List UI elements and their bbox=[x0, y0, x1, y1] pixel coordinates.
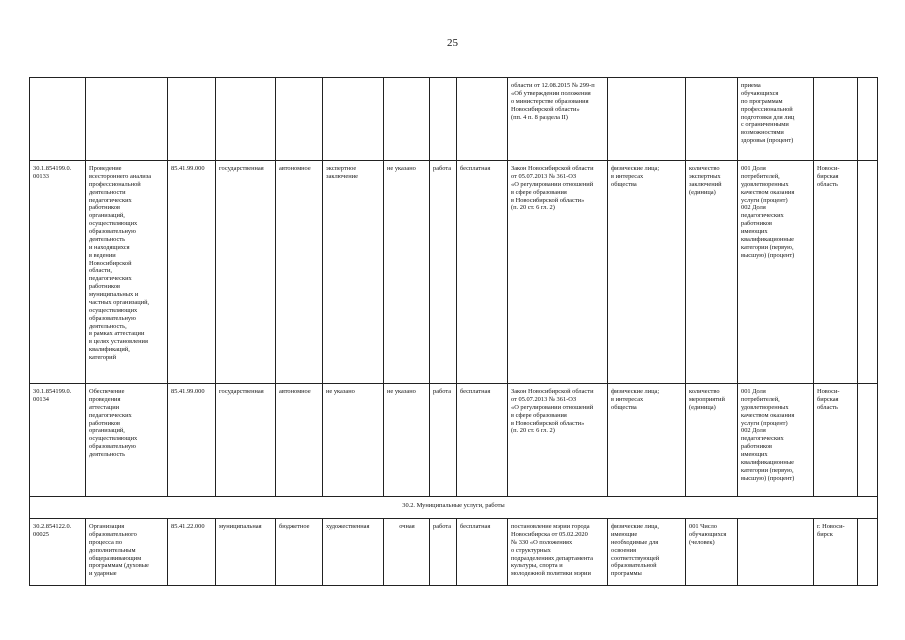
cell-ownership: государственная bbox=[216, 161, 276, 384]
cell-extra bbox=[858, 384, 878, 497]
table-row bbox=[30, 161, 878, 384]
cell-okved-code: 85.41.99.000 bbox=[168, 384, 216, 497]
cell-volume-indicator: количество мероприятий (единица) bbox=[686, 384, 738, 497]
cell-content: не указано bbox=[323, 384, 384, 497]
section-row bbox=[30, 497, 878, 519]
cell-territory: Новоси- бирская область bbox=[814, 384, 858, 497]
cell-institution-type: автономное bbox=[276, 384, 323, 497]
cell-legal-basis: Закон Новосибирской области от 05.07.2013 № 361-ОЗ «О регулировании отношений в сфере образования в Новосибирской области» (п. 20 ст. 6 гл. 2) bbox=[508, 161, 608, 384]
cell-ownership: муниципальная bbox=[216, 519, 276, 586]
cell-volume-indicator: 001 Число обучающихся (человек) bbox=[686, 519, 738, 586]
cell-conditions: очная bbox=[384, 519, 430, 586]
cell-registry-number: 30.1.854199.0. 00133 bbox=[30, 161, 86, 384]
table-row bbox=[30, 384, 878, 497]
cell-consumers: физические лица; в интересах общества bbox=[608, 384, 686, 497]
cell-conditions: не указано bbox=[384, 384, 430, 497]
cell-service-name: Организация образовательного процесса по дополнительным общеразвивающим программам (духовые и ударные bbox=[86, 519, 168, 586]
cell-institution-type bbox=[276, 78, 323, 161]
page-number: 25 bbox=[447, 37, 458, 49]
cell-consumers: физические лица, имеющие необходимые для освоения соответствующей образовательной программы bbox=[608, 519, 686, 586]
cell-legal-basis: постановление мэрии города Новосибирска от 05.02.2020 № 330 «О положениях о структурных подразделениях департамента культуры, спорта и молодежной политики мэрии bbox=[508, 519, 608, 586]
cell-content: экспертное заключение bbox=[323, 161, 384, 384]
table-row bbox=[30, 519, 878, 586]
cell-payment: бесплатная bbox=[457, 384, 508, 497]
cell-consumers: физические лица; в интересах общества bbox=[608, 161, 686, 384]
cell-conditions bbox=[384, 78, 430, 161]
cell-ownership bbox=[216, 78, 276, 161]
cell-registry-number: 30.1.854199.0. 00134 bbox=[30, 384, 86, 497]
cell-content bbox=[323, 78, 384, 161]
cell-service-name: Проведение всестороннего анализа профессиональной деятельности педагогических работников организаций, осуществляющих образовательную деятельность и находящихся в ведении Новосибирской области, педагогических работников муниципальных и частных организаций, осуществляющих образовательную деятельность, в рамках аттестации в целях установления квалификаций, категорий bbox=[86, 161, 168, 384]
cell-kind bbox=[430, 78, 457, 161]
cell-volume-indicator bbox=[686, 78, 738, 161]
section-heading: 30.2. Муниципальные услуги, работы bbox=[30, 497, 878, 519]
cell-payment bbox=[457, 78, 508, 161]
cell-territory bbox=[814, 78, 858, 161]
cell-extra bbox=[858, 161, 878, 384]
cell-okved-code: 85.41.22.000 bbox=[168, 519, 216, 586]
table-row bbox=[30, 78, 878, 161]
cell-institution-type: бюджетное bbox=[276, 519, 323, 586]
cell-legal-basis: Закон Новосибирской области от 05.07.2013 № 361-ОЗ «О регулировании отношений в сфере образования в Новосибирской области» (п. 20 ст. 6 гл. 2) bbox=[508, 384, 608, 497]
cell-legal-basis: области от 12.08.2015 № 299-п «Об утверждении положения о министерстве образования Новосибирской области» (пп. 4 п. 8 раздела II) bbox=[508, 78, 608, 161]
cell-consumers bbox=[608, 78, 686, 161]
cell-ownership: государственная bbox=[216, 384, 276, 497]
cell-conditions: не указано bbox=[384, 161, 430, 384]
services-register-table bbox=[29, 77, 878, 586]
cell-volume-indicator: количество экспертных заключений (единица) bbox=[686, 161, 738, 384]
table-body bbox=[30, 78, 878, 586]
cell-kind: работа bbox=[430, 384, 457, 497]
cell-content: художественная bbox=[323, 519, 384, 586]
cell-registry-number: 30.2.854122.0. 00025 bbox=[30, 519, 86, 586]
cell-quality-indicator: 001 Доля потребителей, удовлетворенных качеством оказания услуги (процент) 002 Доля педагогических работников имеющих квалификационные категории (первую, высшую) (процент) bbox=[738, 161, 814, 384]
cell-quality-indicator: приема обучающихся по программам профессиональной подготовки для лиц с ограниченными возможностями здоровья (процент) bbox=[738, 78, 814, 161]
cell-payment: бесплатная bbox=[457, 161, 508, 384]
cell-kind: работа bbox=[430, 519, 457, 586]
cell-kind: работа bbox=[430, 161, 457, 384]
cell-territory: Новоси- бирская область bbox=[814, 161, 858, 384]
cell-institution-type: автономное bbox=[276, 161, 323, 384]
cell-quality-indicator bbox=[738, 519, 814, 586]
cell-service-name: Обеспечение проведения аттестации педагогических работников организаций, осуществляющих образовательную деятельность bbox=[86, 384, 168, 497]
cell-territory: г. Новоси- бирск bbox=[814, 519, 858, 586]
cell-okved-code: 85.41.99.000 bbox=[168, 161, 216, 384]
cell-extra bbox=[858, 78, 878, 161]
cell-payment: бесплатная bbox=[457, 519, 508, 586]
cell-registry-number bbox=[30, 78, 86, 161]
cell-quality-indicator: 001 Доля потребителей, удовлетворенных качеством оказания услуги (процент) 002 Доля педагогических работников имеющих квалификационные категории (первую, высшую) (процент) bbox=[738, 384, 814, 497]
cell-okved-code bbox=[168, 78, 216, 161]
cell-extra bbox=[858, 519, 878, 586]
cell-service-name bbox=[86, 78, 168, 161]
